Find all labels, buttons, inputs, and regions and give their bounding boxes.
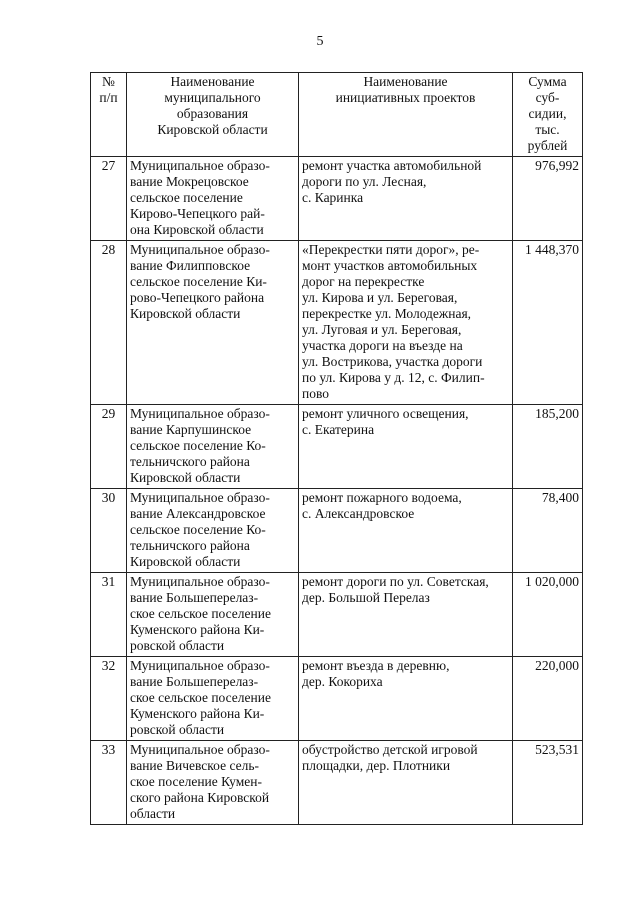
header-municipality: Наименование муниципального образования Кировской области [127, 73, 299, 157]
header-sum: Сумма суб- сидии, тыс. рублей [513, 73, 583, 157]
sum-cell: 220,000 [513, 657, 583, 741]
row-number: 28 [91, 241, 127, 405]
municipality-cell: Муниципальное образо- вание Филипповское сельское поселение Ки- рово-Чепецкого района Кировской области [127, 241, 299, 405]
municipality-cell: Муниципальное образо- вание Большеперелаз- ское сельское поселение Куменского района Ки- ровской области [127, 657, 299, 741]
table-row [91, 741, 583, 825]
table-row [91, 405, 583, 489]
subsidy-table [90, 72, 583, 825]
project-cell: обустройство детской игровой площадки, дер. Плотники [299, 741, 513, 825]
header-projects: Наименование инициативных проектов [299, 73, 513, 157]
table-row [91, 573, 583, 657]
sum-cell: 1 448,370 [513, 241, 583, 405]
table-row [91, 657, 583, 741]
municipality-cell: Муниципальное образо- вание Большеперелаз- ское сельское поселение Куменского района Ки- ровской области [127, 573, 299, 657]
project-cell: «Перекрестки пяти дорог», ре- монт участков автомобильных дорог на перекрестке ул. Кирова и ул. Береговая, перекрестке ул. Молодежная, ул. Луговая и ул. Береговая, участка дороги на въезде на ул. Вострикова, участка дороги по ул. Кирова у д. 12, с. Филип- пово [299, 241, 513, 405]
row-number: 30 [91, 489, 127, 573]
project-cell: ремонт пожарного водоема, с. Александровское [299, 489, 513, 573]
row-number: 33 [91, 741, 127, 825]
sum-cell: 78,400 [513, 489, 583, 573]
sum-cell: 1 020,000 [513, 573, 583, 657]
project-cell: ремонт участка автомобильной дороги по ул. Лесная, с. Каринка [299, 157, 513, 241]
row-number: 27 [91, 157, 127, 241]
municipality-cell: Муниципальное образо- вание Мокрецовское сельское поселение Кирово-Чепецкого рай- она Кировской области [127, 157, 299, 241]
sum-cell: 976,992 [513, 157, 583, 241]
table-row [91, 241, 583, 405]
header-number: № п/п [91, 73, 127, 157]
row-number: 32 [91, 657, 127, 741]
municipality-cell: Муниципальное образо- вание Александровское сельское поселение Ко- тельничского района Кировской области [127, 489, 299, 573]
row-number: 31 [91, 573, 127, 657]
project-cell: ремонт уличного освещения, с. Екатерина [299, 405, 513, 489]
sum-cell: 185,200 [513, 405, 583, 489]
municipality-cell: Муниципальное образо- вание Вичевское сель- ское поселение Кумен- ского района Кировской области [127, 741, 299, 825]
page-number: 5 [316, 34, 324, 49]
table-row [91, 489, 583, 573]
table-header-row [91, 73, 583, 157]
table-row [91, 157, 583, 241]
project-cell: ремонт дороги по ул. Советская, дер. Большой Перелаз [299, 573, 513, 657]
row-number: 29 [91, 405, 127, 489]
sum-cell: 523,531 [513, 741, 583, 825]
project-cell: ремонт въезда в деревню, дер. Кокориха [299, 657, 513, 741]
municipality-cell: Муниципальное образо- вание Карпушинское сельское поселение Ко- тельничского района Кировской области [127, 405, 299, 489]
